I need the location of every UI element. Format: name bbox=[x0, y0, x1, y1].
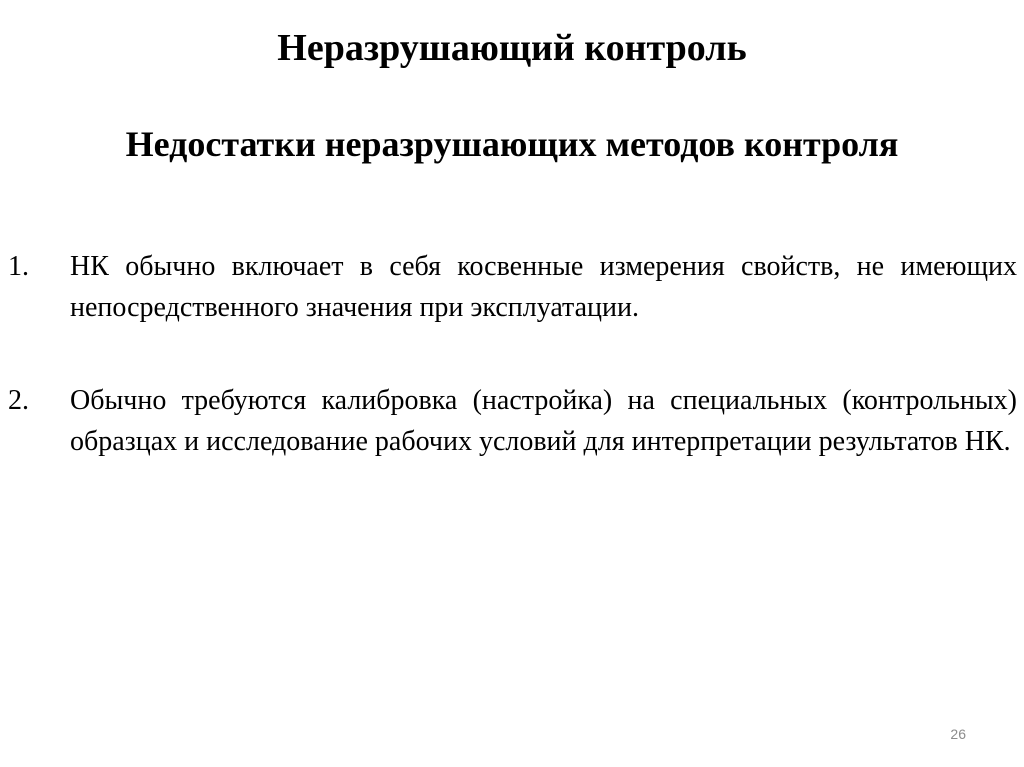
numbered-list bbox=[0, 246, 1024, 514]
list-item-number: 2. bbox=[8, 385, 29, 416]
list-item-text: НК обычно включает в себя косвенные измерения свойств, не имеющих непосредственного значения при эксплуатации. bbox=[70, 251, 1017, 323]
list-item bbox=[0, 380, 1024, 462]
list-item bbox=[0, 246, 1024, 328]
slide-subtitle: Недостатки неразрушающих методов контроля bbox=[125, 124, 899, 164]
list-item-number: 1. bbox=[8, 251, 29, 282]
list-item-text: Обычно требуются калибровка (настройка) на специальных (контрольных) образцах и исследование рабочих условий для интерпретации результатов НК. bbox=[70, 385, 1017, 457]
slide-title: Неразрушающий контроль bbox=[277, 27, 747, 69]
page-number: 26 bbox=[950, 726, 966, 742]
